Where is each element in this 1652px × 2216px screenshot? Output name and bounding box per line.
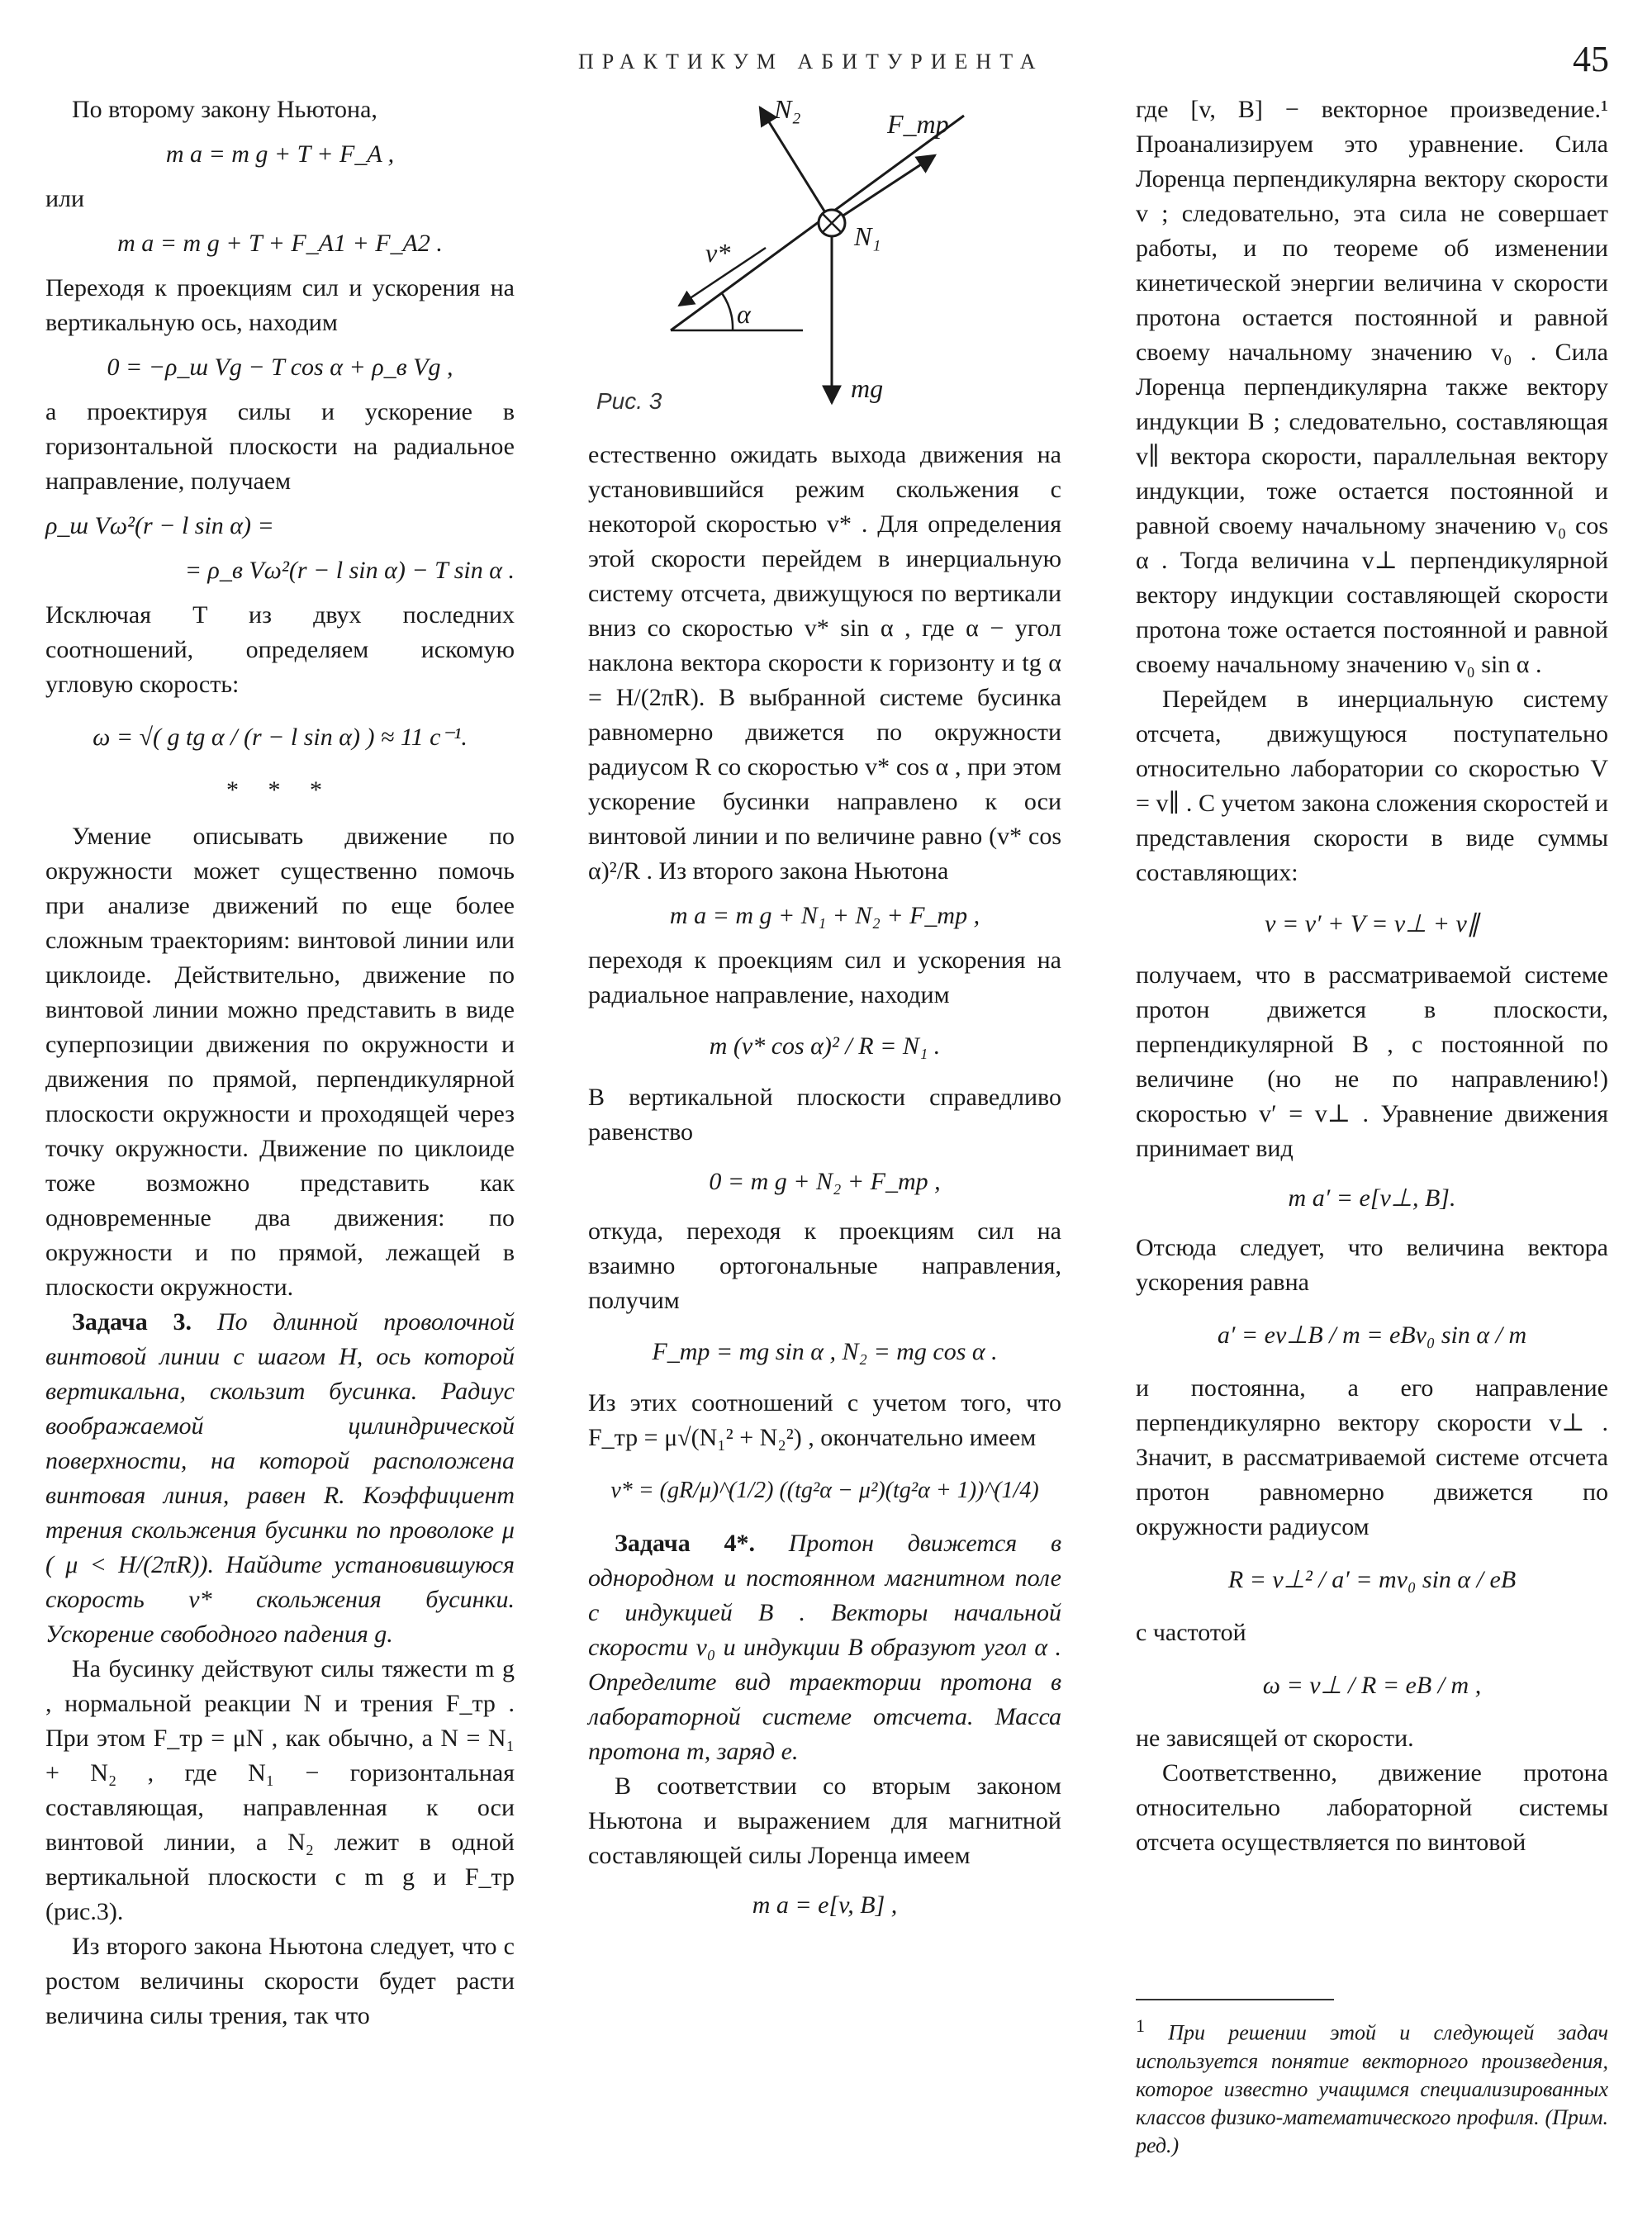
paragraph: Соответственно, движение протона относительно лабораторной системы отсчета осуществляется по винтовой [1136,1759,1608,1856]
footnote-rule [1136,1999,1334,2000]
paragraph: откуда, переходя к проекциям сил на взаимно ортогональные направления, получим [588,1217,1061,1314]
running-title: ПРАКТИКУМ АБИТУРИЕНТА [578,50,1044,74]
paragraph: В вертикальной плоскости справедливо равенство [588,1084,1061,1146]
task-statement: Протон движется в однородном и постоянном магнитном поле с индукцией B . Векторы начальной скорости v₀ и индукции B образуют угол α . Определите вид траектории протона в лабораторной системе отсчета. Масса протона m, заряд e. [588,1530,1062,1765]
label-v: v* [705,238,731,268]
paragraph: переходя к проекциям сил и ускорения на радиальное направление, находим [588,947,1061,1008]
paragraph: По второму закону Ньютона, [72,96,377,123]
paragraph: Из второго закона Ньютона следует, что с ростом величины скорости будет расти величина силы трения, так что [45,1933,515,2029]
paragraph: где [v, B] − векторное произведение.¹ Проанализируем это уравнение. Сила Лоренца перпендикулярна вектору скорости v ; следовательно, эта сила не совершает работы, и по теореме об изменении кинетической энергии величина v скорости протона остается постоянной и равной своему начальному значению v₀ . Сила Лоренца перпендикулярна также вектору индукции B ; следовательно, составляющая v∥ вектора скорости, параллельная вектору индукции, тоже остается постоянной и равной своему начальному значению v₀ cos α . Тогда величина v⊥ перпендикулярной вектору индукции составляющей скорости протона тоже остается постоянной и равной своему начальному значению v₀ sin α . [1136,96,1608,678]
equation: m a = m g + T + F_A , [165,140,395,168]
equation: v = v′ + V = v⊥ + v∥ [1265,910,1479,937]
equation: m a = m g + N₁ + N₂ + F_тр , [669,902,980,929]
task-3 [45,1305,515,1652]
equation: m a′ = e[v⊥, B]. [1288,1184,1456,1212]
equation: ρ_ш Vω²(r − l sin α) = [45,512,274,539]
equation: a′ = ev⊥B / m = eBv₀ sin α / m [1217,1322,1527,1349]
equation: m a = m g + T + F_A1 + F_A2 . [117,230,443,257]
label-alpha: α [737,299,751,329]
column-2 [588,438,1061,1938]
label-ftr: F_тр [887,109,949,139]
label-n2: N₂ [774,94,801,124]
paragraph: и постоянна, а его направление перпендикулярно вектору скорости v⊥ . Значит, в рассматриваемой системе отсчета протон равномерно движется по окружности радиусом [1136,1374,1608,1540]
label-n1: N₁ [854,221,881,251]
force-diagram [588,83,1061,429]
equation: m a = e[v, B] , [752,1891,898,1919]
equation: F_тр = mg sin α , N₂ = mg cos α . [652,1338,998,1365]
footnote-mark: 1 [1136,2015,1145,2036]
paragraph: с частотой [1136,1619,1246,1646]
task-title: Задача 4*. [615,1530,755,1557]
equation: R = v⊥² / a′ = mv₀ sin α / eB [1227,1566,1517,1593]
paragraph: не зависящей от скорости. [1136,1725,1414,1752]
equation: 0 = m g + N₂ + F_тр , [709,1168,941,1195]
paragraph: Отсюда следует, что величина вектора ускорения равна [1136,1234,1608,1296]
figure-3 [588,83,1061,429]
label-mg: mg [851,373,884,403]
paragraph: Исключая T из двух последних соотношений, определяем искомую угловую скорость: [45,601,515,698]
paragraph: В соответствии со вторым законом Ньютона и выражением для магнитной составляющей силы Лоренца имеем [588,1772,1061,1869]
paragraph: или [45,185,85,212]
paragraph: Умение описывать движение по окружности может существенно помочь при анализе движений по еще более сложным траекториям: винтовой линии или циклоиде. Действительно, движение по винтовой линии можно представить в виде суперпозиции движения по окружности и движения по прямой, перпендикулярной плоскости окружности и проходящей через точку окружности. Движение по циклоиде тоже возможно представить как одновременные два движения: по окружности и по прямой, лежащей в плоскости окружности. [45,823,515,1301]
task-title: Задача 3. [72,1308,192,1336]
paragraph: Перейдем в инерциальную систему отсчета, движущуюся поступательно относительно лаборатории со скоростью V = v∥ . С учетом закона сложения скоростей и представления скорости в виде суммы составляющих: [1136,686,1608,886]
paragraph: естественно ожидать выхода движения на установившийся режим скольжения с некоторой скоростью v* . Для определения этой скорости перейдем в инерциальную систему отсчета, движущуюся по вертикали вниз со скоростью v* sin α , где α − угол наклона вектора скорости к горизонту и tg α = H/(2πR). В выбранной системе бусинка равномерно движется по окружности радиусом R со скоростью v* cos α , при этом ускорение бусинки направлено к оси винтовой линии и по величине равно (v* cos α)²/R . Из второго закона Ньютона [588,441,1061,885]
section-divider: * * * [226,776,334,804]
equation: ω = v⊥ / R = eB / m , [1262,1672,1482,1699]
paragraph: Из этих соотношений с учетом того, что F_тр = μ√(N₁² + N₂²) , окончательно имеем [588,1389,1061,1451]
paragraph: а проектируя силы и ускорение в горизонтальной плоскости на радиальное направление, получаем [45,398,515,495]
equation: = ρ_в Vω²(r − l sin α) − T sin α . [184,557,515,584]
equation: ω = √( g tg α / (r − l sin α) ) ≈ 11 с⁻¹. [93,724,468,751]
equation: v* = (gR/μ)^(1/2) ((tg²α − μ²)(tg²α + 1))^(1/4) [610,1478,1039,1503]
footnote-text: При решении этой и следующей задач используется понятие векторного произведения, которое известно учащимся специализированных классов физико-математического профиля. (Прим. ред.) [1136,2020,1608,2157]
task-4 [588,1526,1061,1769]
paragraph: получаем, что в рассматриваемой системе протон движется в плоскости, перпендикулярной B , с постоянной по величине (но не по направлению!) скоростью v′ = v⊥ . Уравнение движения принимает вид [1136,961,1608,1162]
column-3 [1136,93,1608,1860]
column-1 [45,93,515,2033]
figure-caption: Рис. 3 [596,388,662,414]
paragraph: На бусинку действуют силы тяжести m g , нормальной реакции N и трения F_тр . При этом F_тр = μN , как обычно, а N = N₁ + N₂ , где N₁ − горизонтальная составляющая, направленная к оси винтовой линии, а N₂ лежит в одной вертикальной плоскости с m g и F_тр (рис.3). [45,1655,515,1925]
equation: m (v* cos α)² / R = N₁ . [709,1032,941,1060]
task-statement: По длинной проволочной винтовой линии с шагом H, ось которой вертикальна, скользит бусинка. Радиус воображаемой цилиндрической поверхности, на которой расположена винтовая линия, равен R. Коэффициент трения скольжения бусинки по проволоке μ ( μ < H/(2πR)). Найдите установившуюся скорость v* скольжения бусинки. Ускорение свободного падения g. [45,1308,515,1648]
paragraph: Переходя к проекциям сил и ускорения на вертикальную ось, находим [45,274,515,336]
footnote [1136,2012,1608,2160]
equation: 0 = −ρ_ш Vg − T cos α + ρ_в Vg , [107,354,453,381]
page-number: 45 [1573,39,1609,79]
